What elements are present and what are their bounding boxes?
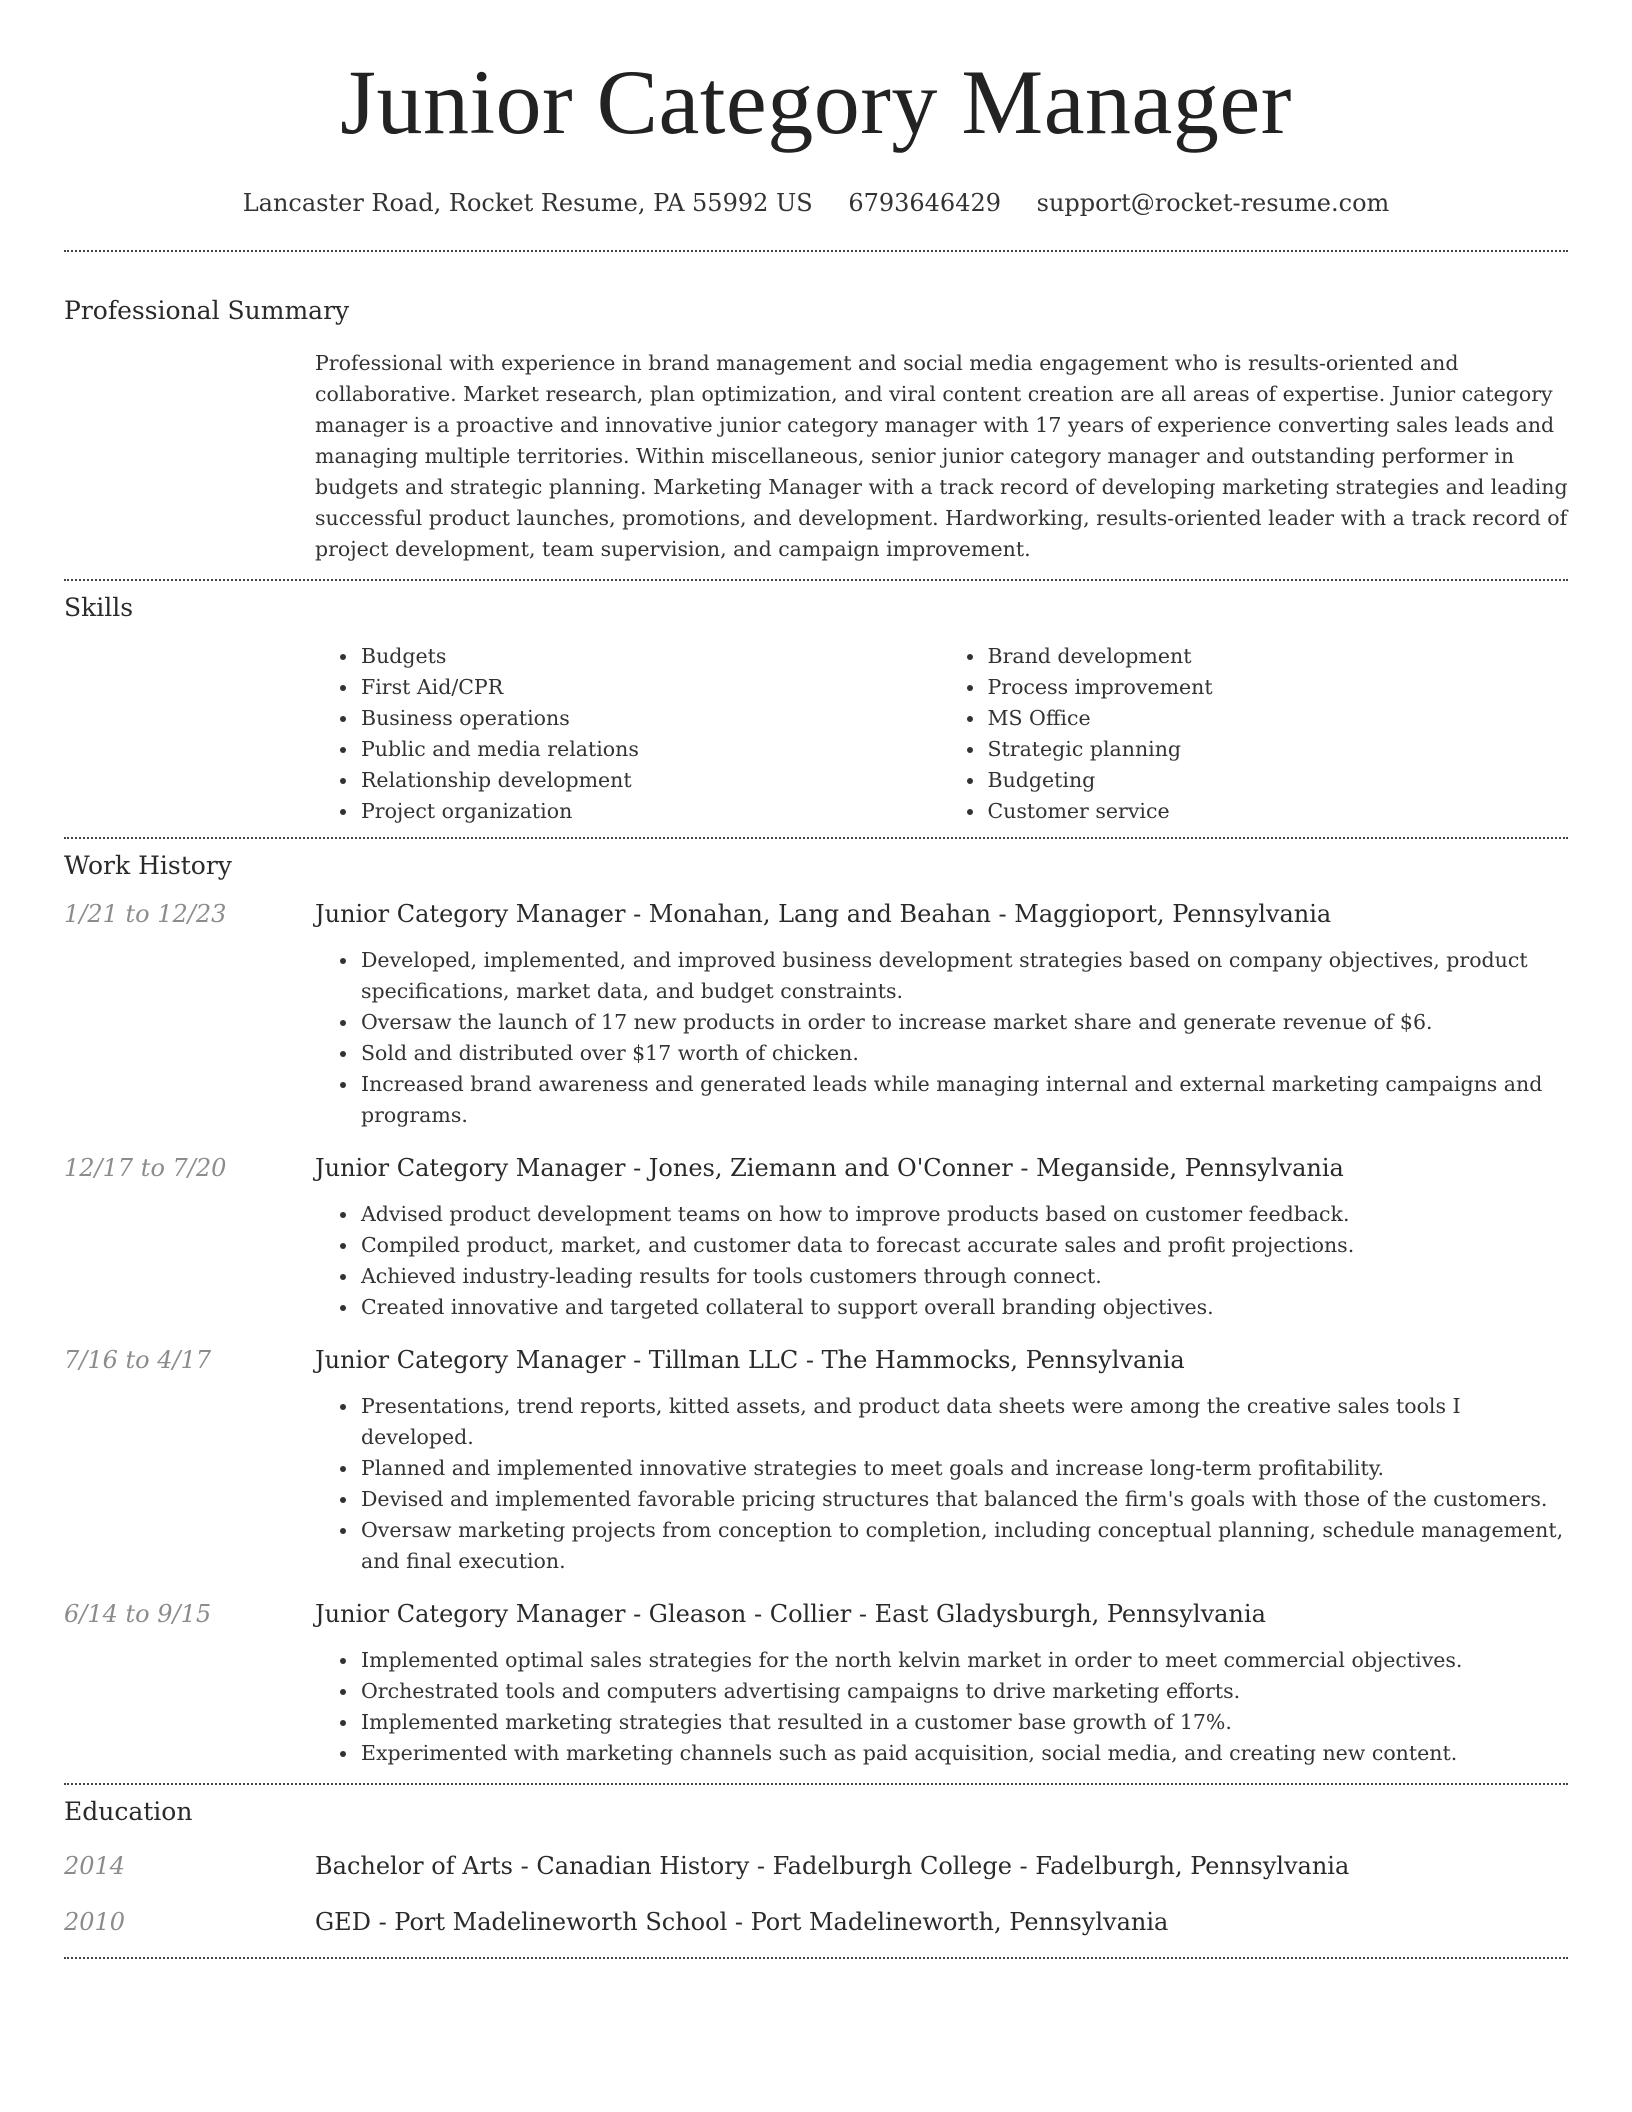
job-bullets xyxy=(315,945,1568,1131)
job-dates: 7/16 to 4/17 xyxy=(64,1346,212,1374)
skills-section xyxy=(64,581,1568,837)
skills-grid xyxy=(315,641,1568,837)
job-entry xyxy=(64,1597,1568,1769)
skill-item: • MS Office xyxy=(986,703,1569,734)
job-bullets xyxy=(315,1645,1568,1769)
education-section xyxy=(64,1785,1568,1939)
skills-column-right xyxy=(942,641,1569,827)
contact-line xyxy=(64,186,1568,220)
job-body xyxy=(315,897,1568,1131)
section-title-work-history: Work History xyxy=(64,851,232,880)
job-entry xyxy=(64,1151,1568,1323)
skill-item: • Strategic planning xyxy=(986,734,1569,765)
job-entry xyxy=(64,1343,1568,1577)
job-bullets xyxy=(315,1391,1568,1577)
job-bullet: • Oversaw marketing projects from conception to completion, including conceptual planning, schedule management, and final execution. xyxy=(359,1515,1568,1577)
job-bullet: • Experimented with marketing channels such as paid acquisition, social media, and creating new content. xyxy=(359,1738,1568,1769)
job-bullet: • Created innovative and targeted collateral to support overall branding objectives. xyxy=(359,1292,1568,1323)
job-bullet: • Planned and implemented innovative strategies to meet goals and increase long-term profitability. xyxy=(359,1453,1568,1484)
job-bullet: • Developed, implemented, and improved business development strategies based on company objectives, product specifications, market data, and budget constraints. xyxy=(359,945,1568,1007)
job-bullet: • Achieved industry-leading results for tools customers through connect. xyxy=(359,1261,1568,1292)
job-bullet: • Increased brand awareness and generated leads while managing internal and external marketing campaigns and programs. xyxy=(359,1069,1568,1131)
job-title: Junior Category Manager - Gleason - Collier - East Gladysburgh, Pennsylvania xyxy=(315,1600,1266,1628)
skill-item: • Project organization xyxy=(359,796,942,827)
section-title-education: Education xyxy=(64,1797,193,1826)
job-bullet: • Implemented marketing strategies that resulted in a customer base growth of 17%. xyxy=(359,1707,1568,1738)
skill-item: • Public and media relations xyxy=(359,734,942,765)
contact-phone: 6793646429 xyxy=(848,189,1002,217)
skills-column-left xyxy=(315,641,942,827)
divider xyxy=(64,1957,1568,1959)
job-title: Junior Category Manager - Tillman LLC - The Hammocks, Pennsylvania xyxy=(315,1346,1185,1374)
job-bullet: • Compiled product, market, and customer data to forecast accurate sales and profit projections. xyxy=(359,1230,1568,1261)
job-bullet: • Implemented optimal sales strategies for the north kelvin market in order to meet commercial objectives. xyxy=(359,1645,1568,1676)
education-entry xyxy=(64,1849,1568,1883)
skill-item: • Brand development xyxy=(986,641,1569,672)
skill-item: • First Aid/CPR xyxy=(359,672,942,703)
education-entry xyxy=(64,1905,1568,1939)
skill-item: • Relationship development xyxy=(359,765,942,796)
resume-name: Junior Category Manager xyxy=(340,51,1292,153)
job-bullets xyxy=(315,1199,1568,1323)
summary-text: Professional with experience in brand management and social media engagement who is results-oriented and collaborative. Market research, plan optimization, and viral content creation are all areas of expertise. Junior category manager is a proactive and innovative junior category manager with 17 years of experience converting sales leads and managing multiple territories. Within miscellaneous, senior junior category manager and outstanding performer in budgets and strategic planning. Marketing Manager with a track record of developing marketing strategies and leading successful product launches, promotions, and development. Hardworking, results-oriented leader with a track record of project development, team supervision, and campaign improvement. xyxy=(315,351,1568,561)
education-details: GED - Port Madelineworth School - Port Madelineworth, Pennsylvania xyxy=(315,1908,1169,1936)
section-title-summary: Professional Summary xyxy=(64,296,350,325)
job-dates: 12/17 to 7/20 xyxy=(64,1154,227,1182)
contact-email: support@rocket-resume.com xyxy=(1036,189,1390,217)
skill-item: • Business operations xyxy=(359,703,942,734)
job-body xyxy=(315,1151,1568,1323)
job-title: Junior Category Manager - Monahan, Lang and Beahan - Maggioport, Pennsylvania xyxy=(315,900,1332,928)
job-bullet: • Advised product development teams on how to improve products based on customer feedback. xyxy=(359,1199,1568,1230)
job-bullet: • Presentations, trend reports, kitted assets, and product data sheets were among the creative sales tools I developed. xyxy=(359,1391,1568,1453)
education-year: 2010 xyxy=(64,1908,126,1936)
skill-item: • Budgets xyxy=(359,641,942,672)
contact-address: Lancaster Road, Rocket Resume, PA 55992 US xyxy=(242,189,813,217)
job-bullet: • Oversaw the launch of 17 new products in order to increase market share and generate revenue of $6. xyxy=(359,1007,1568,1038)
summary-section xyxy=(64,252,1568,579)
section-title-skills: Skills xyxy=(64,593,134,622)
education-year: 2014 xyxy=(64,1852,126,1880)
job-bullet: • Devised and implemented favorable pricing structures that balanced the firm's goals with those of the customers. xyxy=(359,1484,1568,1515)
job-body xyxy=(315,1597,1568,1769)
skill-item: • Process improvement xyxy=(986,672,1569,703)
job-bullet: • Sold and distributed over $17 worth of chicken. xyxy=(359,1038,1568,1069)
job-title: Junior Category Manager - Jones, Ziemann and O'Conner - Meganside, Pennsylvania xyxy=(315,1154,1344,1182)
work-history-section xyxy=(64,839,1568,1783)
job-body xyxy=(315,1343,1568,1577)
education-details: Bachelor of Arts - Canadian History - Fadelburgh College - Fadelburgh, Pennsylvania xyxy=(315,1852,1350,1880)
job-dates: 1/21 to 12/23 xyxy=(64,900,227,928)
job-bullet: • Orchestrated tools and computers advertising campaigns to drive marketing efforts. xyxy=(359,1676,1568,1707)
skill-item: • Budgeting xyxy=(986,765,1569,796)
job-dates: 6/14 to 9/15 xyxy=(64,1600,212,1628)
skill-item: • Customer service xyxy=(986,796,1569,827)
job-entry xyxy=(64,897,1568,1131)
